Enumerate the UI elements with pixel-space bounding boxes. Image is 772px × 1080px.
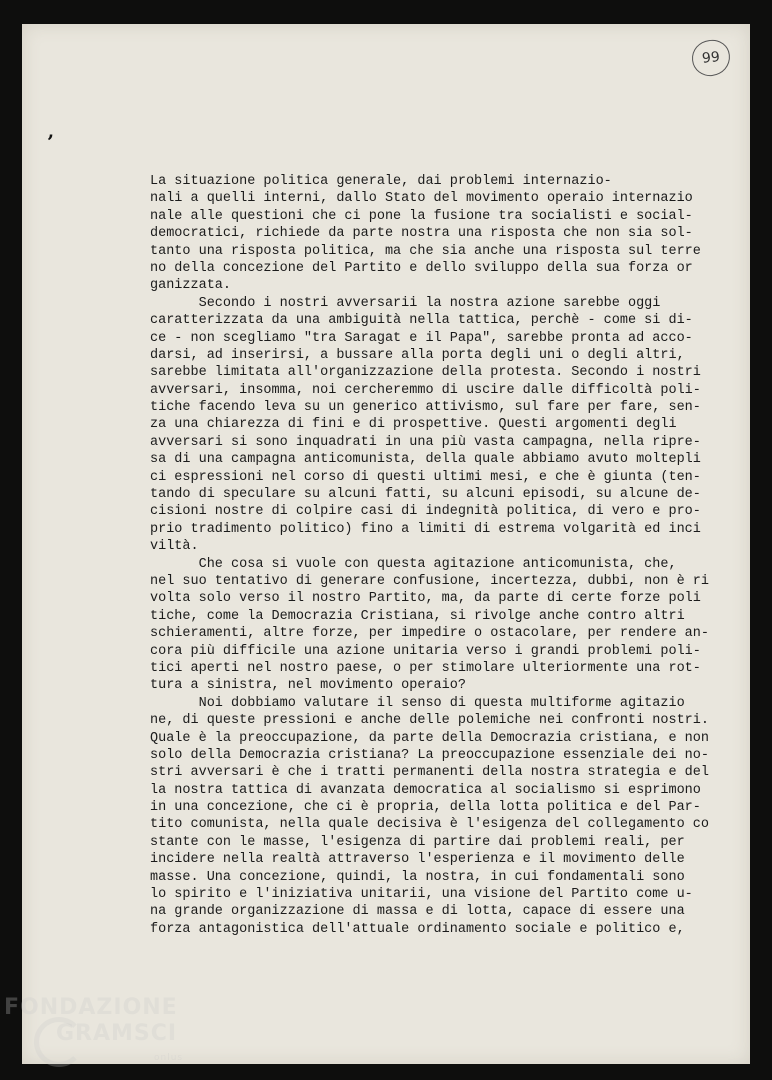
- paragraph: [150, 695, 730, 938]
- text-line: nel suo tentativo di generare confusione, incertezza, dubbi, non è ri: [150, 573, 709, 589]
- page-number: 99: [690, 38, 732, 78]
- text-line: incidere nella realtà attraverso l'esperienza e il movimento delle: [150, 852, 685, 868]
- paragraph: [150, 295, 730, 556]
- text-line: nali a quelli interni, dallo Stato del movimento operaio internazio: [150, 191, 693, 207]
- text-line: tiche facendo leva su un generico attivismo, sul fare per fare, sen-: [150, 400, 701, 416]
- text-line: cisioni nostre di colpire casi di indegnità politica, di vero e pro-: [150, 504, 701, 520]
- text-line: democratici, richiede da parte nostra una risposta che non sia sol-: [150, 226, 693, 242]
- text-line: la nostra tattica di avanzata democratica al socialismo si esprimono: [150, 782, 701, 798]
- text-line: tando di speculare su alcuni fatti, su alcuni episodi, su alcune de-: [150, 487, 701, 503]
- text-line: solo della Democrazia cristiana? La preoccupazione essenziale dei no-: [150, 747, 709, 763]
- text-line: ce - non scegliamo "tra Saragat e il Papa", sarebbe pronta ad acco-: [150, 330, 693, 346]
- text-line: stri avversari è che i tratti permanenti della nostra strategia e del: [150, 765, 709, 781]
- text-line: stante con le masse, l'esigenza di partire dai problemi reali, per: [150, 834, 685, 850]
- text-line: forza antagonistica dell'attuale ordinamento sociale e politico e,: [150, 921, 685, 937]
- text-line: tito comunista, nella quale decisiva è l'esigenza del collegamento co: [150, 817, 709, 833]
- text-line: ganizzata.: [150, 278, 232, 294]
- typed-text-body: [150, 173, 730, 938]
- text-line: schieramenti, altre forze, per impedire o ostacolare, per rendere an-: [150, 626, 709, 642]
- text-line: tanto una risposta politica, ma che sia anche una risposta sul terre: [150, 243, 701, 259]
- text-line: viltà.: [150, 539, 199, 555]
- text-line: avversari, insomma, noi cercheremmo di uscire dalle difficoltà poli-: [150, 382, 701, 398]
- text-line: na grande organizzazione di massa e di lotta, capace di essere una: [150, 904, 685, 920]
- text-line: caratterizzata da una ambiguità nella tattica, perchè - come si di-: [150, 313, 693, 329]
- text-line: avversari si sono inquadrati in una più vasta campagna, nella ripre-: [150, 434, 701, 450]
- text-line: La situazione politica generale, dai problemi internazio-: [150, 174, 612, 189]
- text-line: za una chiarezza di fini e di prospettive. Questi argomenti degli: [150, 417, 677, 433]
- text-line: in una concezione, che ci è propria, della lotta politica e del Par-: [150, 800, 701, 816]
- paragraph: [150, 556, 730, 695]
- text-line: ci espressioni nel corso di questi ultimi mesi, e che è giunta (ten-: [150, 469, 701, 485]
- fondazione-gramsci-watermark: [4, 995, 194, 1075]
- text-line: tiche, come la Democrazia Cristiana, si rivolge anche contro altri: [150, 608, 685, 624]
- text-line: volta solo verso il nostro Partito, ma, da parte di certe forze poli: [150, 591, 701, 607]
- watermark-line1: FONDAZIONE: [4, 995, 178, 1020]
- text-line: Secondo i nostri avversarii la nostra azione sarebbe oggi: [150, 295, 661, 311]
- text-line: darsi, ad inserirsi, a bussare alla porta degli uni o degli altri,: [150, 347, 685, 363]
- paragraph: [150, 173, 730, 295]
- text-line: sa di una campagna anticomunista, della quale abbiamo avuto moltepli: [150, 452, 701, 468]
- watermark-small: onlus: [154, 1053, 184, 1063]
- text-line: Quale è la preoccupazione, da parte della Democrazia cristiana, e non: [150, 730, 709, 746]
- text-line: cora più difficile una azione unitaria verso i grandi problemi poli-: [150, 643, 701, 659]
- text-line: Noi dobbiamo valutare il senso di questa multiforme agitazio: [150, 695, 685, 711]
- watermark-line2: GRAMSCI: [56, 1021, 178, 1046]
- text-line: masse. Una concezione, quindi, la nostra, in cui fondamentali sono: [150, 869, 685, 885]
- margin-mark: ’: [47, 130, 54, 154]
- text-line: ne, di queste pressioni e anche delle polemiche nei confronti nostri.: [150, 713, 709, 729]
- text-line: nale alle questioni che ci pone la fusione tra socialisti e social-: [150, 208, 693, 224]
- text-line: Che cosa si vuole con questa agitazione anticomunista, che,: [150, 556, 677, 572]
- text-line: tura a sinistra, nel movimento operaio?: [150, 678, 466, 694]
- text-line: prio tradimento politico) fino a limiti di estrema volgarità ed inci: [150, 521, 701, 537]
- text-line: tici aperti nel nostro paese, o per stimolare ulteriormente una rot-: [150, 660, 701, 676]
- text-line: no della concezione del Partito e dello sviluppo della sua forza or: [150, 260, 693, 276]
- text-line: lo spirito e l'iniziativa unitarii, una visione del Partito come u-: [150, 887, 693, 903]
- text-line: sarebbe limitata all'organizzazione della protesta. Secondo i nostri: [150, 365, 701, 381]
